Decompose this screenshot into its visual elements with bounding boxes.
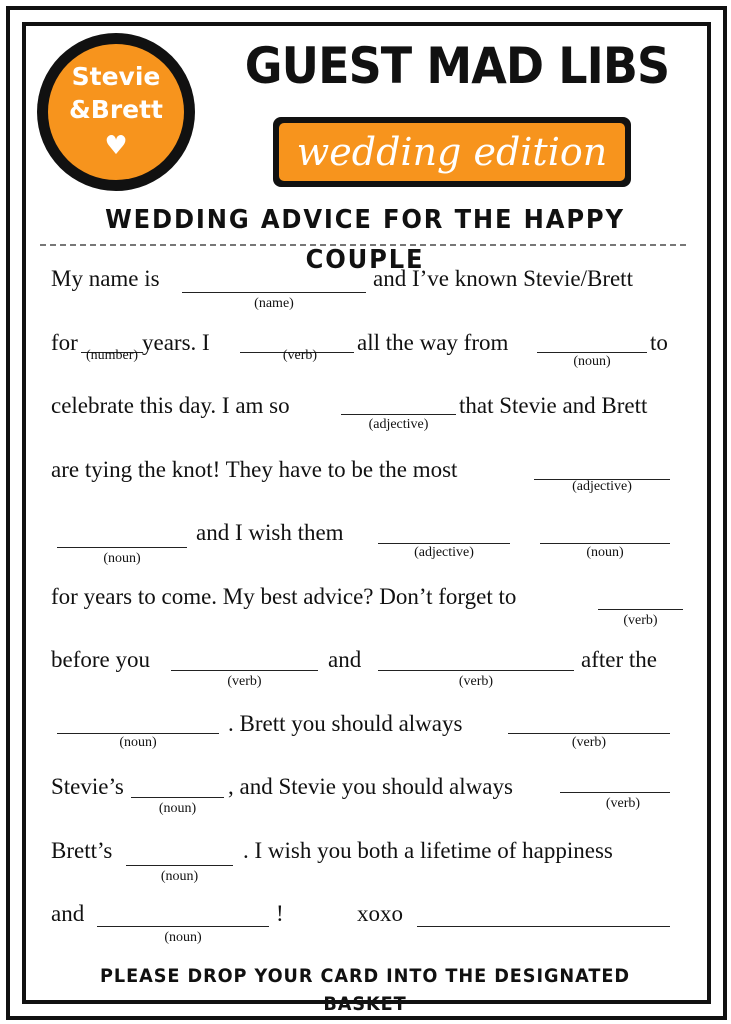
story-text: are tying the knot! They have to be the most xyxy=(51,457,458,482)
hint-verb: (verb) xyxy=(282,348,318,363)
story-text: My name is xyxy=(51,266,160,291)
hint-noun: (noun) xyxy=(103,551,141,566)
blank-verb[interactable] xyxy=(171,670,318,671)
story-text: that Stevie and Brett xyxy=(459,393,648,418)
story-text: celebrate this day. I am so xyxy=(51,393,290,418)
badge-name-1: Stevie xyxy=(71,62,161,91)
story-text: all the way from xyxy=(357,330,509,355)
story-text: and I wish them xyxy=(196,520,344,545)
footer-instruction: PLEASE DROP YOUR CARD INTO THE DESIGNATED BASKET xyxy=(100,965,630,1015)
blank-verb[interactable] xyxy=(598,609,683,610)
story-text: and xyxy=(328,647,362,672)
story-text: . I wish you both a lifetime of happiness xyxy=(243,838,613,863)
story-text: after the xyxy=(581,647,657,672)
blank-noun[interactable] xyxy=(131,797,224,798)
story-text: and I’ve known Stevie/Brett xyxy=(373,266,633,291)
badge-name-2: &Brett xyxy=(68,95,164,124)
blank-verb[interactable] xyxy=(378,670,574,671)
hint-noun: (noun) xyxy=(573,354,611,369)
blank-noun[interactable] xyxy=(537,352,647,353)
hint-noun: (noun) xyxy=(164,930,202,945)
hint-verb: (verb) xyxy=(227,674,262,689)
story-text: for xyxy=(51,330,78,355)
hint-verb: (verb) xyxy=(605,796,641,811)
signoff-text: xoxo xyxy=(357,901,403,926)
hint-verb: (verb) xyxy=(458,674,494,689)
hint-noun: (noun) xyxy=(586,545,624,560)
blank-noun[interactable] xyxy=(540,543,670,544)
story-text: ! xyxy=(276,901,284,926)
blank-adjective[interactable] xyxy=(378,543,510,544)
blank-noun[interactable] xyxy=(97,926,269,927)
story-text: for years to come. My best advice? Don’t forget to xyxy=(51,584,517,609)
page-title: GUEST MAD LIBS xyxy=(244,37,670,95)
story-text: to xyxy=(650,330,668,355)
blank-noun[interactable] xyxy=(126,865,233,866)
blank-verb[interactable] xyxy=(508,733,670,734)
blank-noun[interactable] xyxy=(57,733,219,734)
hint-name: (name) xyxy=(254,296,294,311)
signature-line[interactable] xyxy=(417,926,670,927)
page-subtitle: WEDDING ADVICE FOR THE HAPPY COUPLE xyxy=(105,205,625,275)
heart-icon: ♥ xyxy=(104,131,128,161)
blank-adjective[interactable] xyxy=(341,414,456,415)
hint-number: (number) xyxy=(85,348,139,363)
hint-noun: (noun) xyxy=(160,869,199,884)
story-text: years. I xyxy=(142,330,210,355)
blank-verb[interactable] xyxy=(560,792,670,793)
hint-noun: (noun) xyxy=(158,801,197,816)
story-text: and xyxy=(51,901,85,926)
edition-label: wedding edition xyxy=(279,123,625,181)
hint-adjective: (adjective) xyxy=(368,417,429,432)
blank-name[interactable] xyxy=(182,292,366,293)
hint-adjective: (adjective) xyxy=(572,479,632,494)
story-text: , and Stevie you should always xyxy=(228,774,513,799)
hint-verb: (verb) xyxy=(571,735,607,750)
story-text: Stevie’s xyxy=(51,774,124,799)
blank-noun[interactable] xyxy=(57,547,187,548)
story-text: before you xyxy=(51,647,150,672)
story-text: . Brett you should always xyxy=(228,711,463,736)
story-text: Brett’s xyxy=(51,838,113,863)
hint-verb: (verb) xyxy=(623,613,658,628)
hint-noun: (noun) xyxy=(119,735,157,750)
hint-adjective: (adjective) xyxy=(414,545,474,560)
